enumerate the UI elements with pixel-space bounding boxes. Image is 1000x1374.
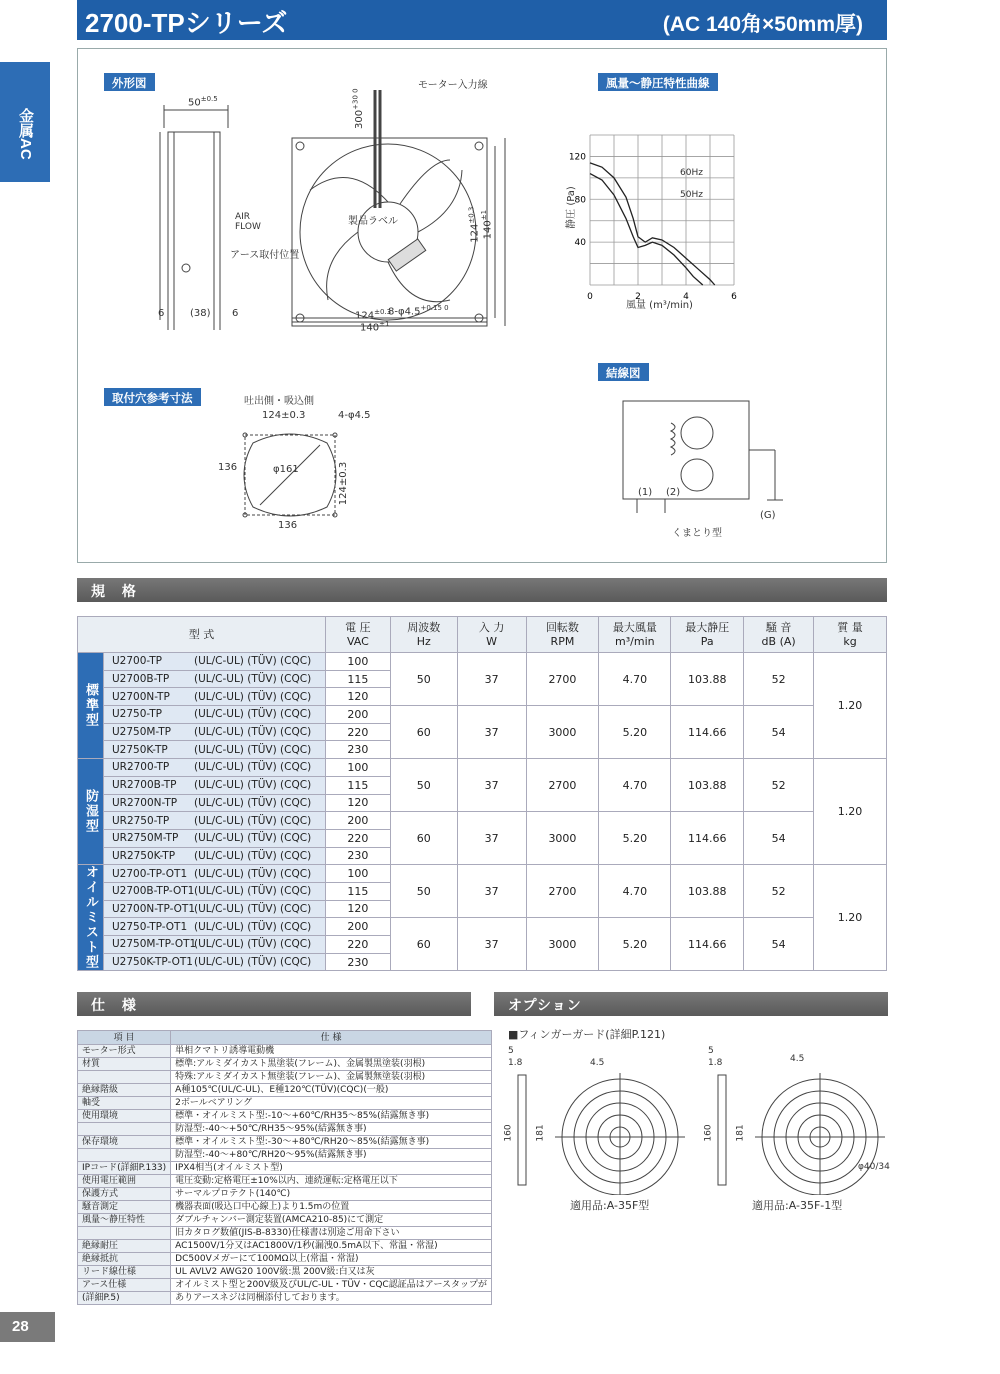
option-header: オプション <box>494 992 888 1016</box>
voltage-cell: 120 <box>325 900 390 918</box>
voltage-cell: 230 <box>325 847 390 865</box>
cert-label: (UL/C-UL) (TÜV) (CQC) <box>193 902 312 915</box>
x-tick-label: 6 <box>731 292 737 302</box>
guard-l-d18: 1.8 <box>508 1058 523 1068</box>
shiyo-item: 使用環境 <box>78 1110 171 1123</box>
guard-l-d45: 4.5 <box>590 1058 605 1068</box>
model-name: U2700N-TP-OT1 <box>111 902 196 915</box>
dim-124h: $124^{\pm 0.3}$ <box>355 308 392 322</box>
voltage-cell: 220 <box>325 723 390 741</box>
rpm-cell: 2700 <box>526 865 599 918</box>
model-cell <box>103 918 325 936</box>
wire-2: (2) <box>666 487 681 498</box>
shiyo-value: 防湿型:-40～+50℃/RH35～95%(結露無き事) <box>171 1123 492 1136</box>
voltage-cell: 115 <box>325 670 390 688</box>
dim-6-left: 6 <box>158 308 165 319</box>
shiyo-value: 電圧変動:定格電圧±10%以内、連続運転:定格電圧以下 <box>171 1175 492 1188</box>
dim-300: $300^{+30 0}$ <box>351 88 365 129</box>
dim-140h: $140^{\pm 1}$ <box>360 320 390 334</box>
hole-dim: $8-\varphi 4.5^{+0.15 0}$ <box>388 304 449 318</box>
shiyo-value: 標準・オイルミスト型:-30～+80℃/RH20～85%(結露無き事) <box>171 1136 492 1149</box>
group-label: 防湿型 <box>78 759 104 865</box>
flow-cell: 5.20 <box>599 918 671 971</box>
cert-label: (UL/C-UL) (TÜV) (CQC) <box>193 814 312 827</box>
shiyo-item <box>78 1123 171 1136</box>
model-name: U2700B-TP <box>111 673 170 686</box>
mass-cell: 1.20 <box>814 653 887 759</box>
input-cell: 37 <box>457 918 526 971</box>
shiyo-item: アース仕様 <box>78 1279 171 1292</box>
airflow-label: AIR FLOW <box>235 212 261 232</box>
cert-label: (UL/C-UL) (TÜV) (CQC) <box>193 761 312 774</box>
table-row <box>78 759 887 777</box>
press-cell: 114.66 <box>671 918 744 971</box>
shiyo-value: ダブルチャンバー測定装置(AMCA210-85)にて測定 <box>171 1214 492 1227</box>
freq-cell: 50 <box>390 759 457 812</box>
shiyo-item: 保護方式 <box>78 1188 171 1201</box>
model-name: UR2750K-TP <box>111 849 176 862</box>
cert-label: (UL/C-UL) (TÜV) (CQC) <box>193 920 312 933</box>
model-cell <box>103 723 325 741</box>
shiyo-value: 機器表面(吸込口中心線上)より1.5mの位置 <box>171 1201 492 1214</box>
voltage-cell: 100 <box>325 759 390 777</box>
voltage-cell: 200 <box>325 706 390 724</box>
dim-124v: $124^{\pm 0.3}$ <box>467 206 481 243</box>
shiyo-row <box>78 1188 492 1201</box>
guard-r-d181: 181 <box>735 1124 746 1142</box>
voltage-cell: 120 <box>325 688 390 706</box>
rpm-cell: 2700 <box>526 759 599 812</box>
wiring-label: 結線図 <box>598 363 649 381</box>
shiyo-item <box>78 1227 171 1240</box>
mount-label: 取付穴参考寸法 <box>104 388 201 406</box>
mount-dim-136h: 136 <box>278 520 298 531</box>
outline-drawing <box>150 90 510 330</box>
flow-chart <box>560 110 790 310</box>
y-tick-label: 40 <box>574 238 586 249</box>
shiyo-row <box>78 1084 492 1097</box>
cert-label: (UL/C-UL) (TÜV) (CQC) <box>193 885 312 898</box>
th-rpm: 回転数 RPM <box>526 617 599 653</box>
guard-r-d45: 4.5 <box>790 1054 805 1064</box>
shiyo-item: 材質 <box>78 1058 171 1071</box>
noise-cell: 54 <box>744 706 814 759</box>
shiyo-item: 風量～静圧特性 <box>78 1214 171 1227</box>
input-cell: 37 <box>457 706 526 759</box>
shiyo-item: リード線仕様 <box>78 1266 171 1279</box>
shiyo-value: 防湿型:-40～+80℃/RH20～95%(結露無き事) <box>171 1149 492 1162</box>
shiyo-row <box>78 1149 492 1162</box>
voltage-cell: 115 <box>325 882 390 900</box>
shiyo-value: DC500Vメガーにて100MΩ以上(常温・常湿) <box>171 1253 492 1266</box>
press-cell: 103.88 <box>671 653 744 706</box>
dim-50: $50^{\pm 0.5}$ <box>188 95 218 109</box>
th-noise: 騒 音 dB (A) <box>744 617 814 653</box>
voltage-cell: 120 <box>325 794 390 812</box>
input-cell: 37 <box>457 759 526 812</box>
input-cell: 37 <box>457 865 526 918</box>
shiyo-item <box>78 1071 171 1084</box>
th-model: 型 式 <box>78 617 326 653</box>
shiyo-row <box>78 1162 492 1175</box>
model-cell <box>103 759 325 777</box>
model-name: UR2700N-TP <box>111 796 178 809</box>
shiyo-item: 絶縁抵抗 <box>78 1253 171 1266</box>
shiyo-value: A種105℃(UL/C-UL)、E種120℃(TÜV)(CQC)(一般) <box>171 1084 492 1097</box>
model-name: U2750K-TP-OT1 <box>111 956 193 969</box>
shiyo-value: 2ボールベアリング <box>171 1097 492 1110</box>
rpm-cell: 3000 <box>526 706 599 759</box>
press-cell: 103.88 <box>671 865 744 918</box>
shiyo-row <box>78 1110 492 1123</box>
model-name: U2700B-TP-OT1 <box>111 885 195 898</box>
guard-r-d160: 160 <box>703 1124 714 1142</box>
page-title: 2700-TPシリーズ <box>85 8 288 38</box>
guard-l-d160: 160 <box>503 1124 514 1142</box>
shiyo-table <box>77 1030 492 1305</box>
table-row <box>78 706 887 724</box>
shiyo-value: 標準・オイルミスト型:-10～+60℃/RH35～85%(結露無き事) <box>171 1110 492 1123</box>
voltage-cell: 115 <box>325 776 390 794</box>
model-cell <box>103 706 325 724</box>
shiyo-row <box>78 1227 492 1240</box>
page-number: 28 <box>0 1312 55 1342</box>
cert-label: (UL/C-UL) (TÜV) (CQC) <box>193 779 312 792</box>
guard-r-d5: 5 <box>708 1046 714 1056</box>
shiyo-value: サーマルプロテクト(140℃) <box>171 1188 492 1201</box>
x-tick-label: 2 <box>635 292 641 302</box>
guard-left-caption: 適用品:A-35F型 <box>570 1199 650 1212</box>
guard-right-caption: 適用品:A-35F-1型 <box>752 1199 843 1212</box>
cert-label: (UL/C-UL) (TÜV) (CQC) <box>193 743 312 756</box>
side-tab: 金属AC <box>0 62 50 182</box>
shiyo-row <box>78 1292 492 1305</box>
series-label-60: 60Hz <box>680 168 703 178</box>
voltage-cell: 100 <box>325 653 390 671</box>
shiyo-row <box>78 1136 492 1149</box>
side-view <box>168 132 220 330</box>
shiyo-item: 騒音測定 <box>78 1201 171 1214</box>
model-cell <box>103 936 325 954</box>
shiyo-row <box>78 1071 492 1084</box>
noise-cell: 54 <box>744 812 814 865</box>
shiyo-head-item: 項 目 <box>78 1031 171 1045</box>
voltage-cell: 100 <box>325 865 390 883</box>
mount-dim-124v: 124±0.3 <box>338 461 350 506</box>
noise-cell: 52 <box>744 653 814 706</box>
shiyo-item: IPコード(詳細P.133) <box>78 1162 171 1175</box>
shiyo-row <box>78 1279 492 1292</box>
guard-l-d181: 181 <box>535 1124 546 1142</box>
press-cell: 114.66 <box>671 706 744 759</box>
mount-side-label: 吐出側・吸込側 <box>244 396 314 407</box>
shiyo-header: 仕 様 <box>77 992 471 1016</box>
chart-xlabel: 風量 (m³/min) <box>626 300 693 311</box>
flow-cell: 5.20 <box>599 706 671 759</box>
model-cell <box>103 882 325 900</box>
mount-dim-136v: 136 <box>218 462 238 473</box>
freq-cell: 50 <box>390 865 457 918</box>
shiyo-value: 旧カタログ数値(JIS-B-8330)仕様書は別途ご用命下さい <box>171 1227 492 1240</box>
model-cell <box>103 776 325 794</box>
voltage-cell: 220 <box>325 936 390 954</box>
cert-label: (UL/C-UL) (TÜV) (CQC) <box>193 673 312 686</box>
page-header <box>77 0 887 40</box>
voltage-cell: 230 <box>325 953 390 971</box>
dim-38: (38) <box>190 308 211 319</box>
th-voltage: 電 圧 VAC <box>325 617 390 653</box>
cert-label: (UL/C-UL) (TÜV) (CQC) <box>193 690 312 703</box>
cert-label: (UL/C-UL) (TÜV) (CQC) <box>193 708 312 721</box>
shiyo-row <box>78 1240 492 1253</box>
mount-phi: φ161 <box>273 464 299 475</box>
cert-label: (UL/C-UL) (TÜV) (CQC) <box>193 832 312 845</box>
series-label-50: 50Hz <box>680 190 703 200</box>
th-mass: 質 量 kg <box>814 617 887 653</box>
x-tick-label: 4 <box>683 292 689 302</box>
cert-label: (UL/C-UL) (TÜV) (CQC) <box>193 655 312 668</box>
dim-6-right: 6 <box>232 308 239 319</box>
mount-dim-124: 124±0.3 <box>262 410 306 421</box>
shiyo-row <box>78 1058 492 1071</box>
press-cell: 114.66 <box>671 812 744 865</box>
group-label: オイルミスト型 <box>78 865 104 971</box>
specs-section-header: 規 格 <box>77 578 887 602</box>
dim-140v: $140^{\pm 1}$ <box>480 209 494 240</box>
model-cell <box>103 794 325 812</box>
shiyo-item: (詳細P.5) <box>78 1292 171 1305</box>
cert-label: (UL/C-UL) (TÜV) (CQC) <box>193 938 312 951</box>
shiyo-value: UL AVLV2 AWG20 100V級:黒 200V級:白又は灰 <box>171 1266 492 1279</box>
rpm-cell: 3000 <box>526 918 599 971</box>
model-name: UR2750-TP <box>111 814 170 827</box>
voltage-cell: 220 <box>325 829 390 847</box>
mass-cell: 1.20 <box>814 865 887 971</box>
cert-label: (UL/C-UL) (TÜV) (CQC) <box>193 849 312 862</box>
earth-label: アース取付位置 <box>230 250 300 261</box>
cert-label: (UL/C-UL) (TÜV) (CQC) <box>193 796 312 809</box>
wire-1: (1) <box>638 487 653 498</box>
th-input: 入 力 W <box>457 617 526 653</box>
shiyo-item: モーター形式 <box>78 1045 171 1058</box>
model-cell <box>103 900 325 918</box>
y-tick-label: 120 <box>568 152 586 163</box>
wiring-type: くまとり型 <box>672 528 722 539</box>
rpm-cell: 2700 <box>526 653 599 706</box>
freq-cell: 60 <box>390 918 457 971</box>
model-name: UR2700B-TP <box>111 779 177 792</box>
page-subtitle: (AC 140角×50mm厚) <box>662 13 863 36</box>
mount-hole: 4-φ4.5 <box>338 410 371 421</box>
front-view <box>292 138 487 326</box>
model-cell <box>103 653 325 671</box>
model-cell <box>103 812 325 830</box>
model-name: U2750K-TP <box>111 743 168 756</box>
shiyo-item: 保存環境 <box>78 1136 171 1149</box>
wiring-diagram <box>615 395 795 525</box>
model-cell <box>103 688 325 706</box>
shiyo-item: 絶縁耐圧 <box>78 1240 171 1253</box>
model-name: UR2750M-TP <box>111 832 179 845</box>
cert-label: (UL/C-UL) (TÜV) (CQC) <box>193 956 312 969</box>
voltage-cell: 200 <box>325 918 390 936</box>
shiyo-item <box>78 1149 171 1162</box>
guard-r-d18: 1.8 <box>708 1058 723 1068</box>
flow-cell: 4.70 <box>599 759 671 812</box>
shiyo-value: AC1500V/1分又はAC1800V/1秒(漏洩0.5mA以下、常温・常湿) <box>171 1240 492 1253</box>
rpm-cell: 3000 <box>526 812 599 865</box>
model-name: U2700-TP <box>111 655 162 668</box>
motor-lead-label: モーター入力線 <box>418 80 488 91</box>
model-cell <box>103 847 325 865</box>
table-row <box>78 918 887 936</box>
model-cell <box>103 741 325 759</box>
flow-chart-label: 風量～静圧特性曲線 <box>598 73 718 91</box>
guard-right-drawing <box>700 1045 890 1195</box>
model-name: U2700N-TP <box>111 690 170 703</box>
shiyo-row <box>78 1045 492 1058</box>
guard-r-phi: φ40/34 <box>858 1162 890 1172</box>
voltage-cell: 230 <box>325 741 390 759</box>
shiyo-value: オイルミスト型と200V級及びUL/C-UL・TÜV・CQC認証品はアースタップが <box>171 1279 492 1292</box>
flow-cell: 4.70 <box>599 865 671 918</box>
shiyo-value: 単相クマトリ誘導電動機 <box>171 1045 492 1058</box>
shiyo-row <box>78 1175 492 1188</box>
table-row <box>78 865 887 883</box>
shiyo-row <box>78 1266 492 1279</box>
noise-cell: 52 <box>744 759 814 812</box>
shiyo-item: 絶縁階級 <box>78 1084 171 1097</box>
press-cell: 103.88 <box>671 759 744 812</box>
model-name: U2750M-TP-OT1 <box>111 938 197 951</box>
th-press: 最大静圧 Pa <box>671 617 744 653</box>
th-flow: 最大風量 m³/min <box>599 617 671 653</box>
model-name: UR2700-TP <box>111 761 170 774</box>
flow-cell: 5.20 <box>599 812 671 865</box>
table-row <box>78 812 887 830</box>
shiyo-row <box>78 1253 492 1266</box>
product-label-text: 製品ラベル <box>348 216 398 227</box>
shiyo-value: ありアースネジは同梱添付しております。 <box>171 1292 492 1305</box>
voltage-cell: 200 <box>325 812 390 830</box>
th-freq: 周波数 Hz <box>390 617 457 653</box>
model-name: U2750-TP <box>111 708 162 721</box>
mass-cell: 1.20 <box>814 759 887 865</box>
outline-label: 外形図 <box>104 73 155 91</box>
shiyo-row <box>78 1201 492 1214</box>
guard-title: ■フィンガーガード(詳細P.121) <box>508 1028 666 1041</box>
cert-label: (UL/C-UL) (TÜV) (CQC) <box>193 726 312 739</box>
freq-cell: 50 <box>390 653 457 706</box>
model-cell <box>103 865 325 883</box>
model-cell <box>103 670 325 688</box>
flow-cell: 4.70 <box>599 653 671 706</box>
input-cell: 37 <box>457 812 526 865</box>
shiyo-row <box>78 1123 492 1136</box>
input-cell: 37 <box>457 653 526 706</box>
table-row <box>78 653 887 671</box>
chart-ylabel: 静圧 (Pa) <box>565 186 577 229</box>
model-cell <box>103 953 325 971</box>
spec-table <box>77 616 887 971</box>
noise-cell: 52 <box>744 865 814 918</box>
shiyo-item: 使用電圧範囲 <box>78 1175 171 1188</box>
shiyo-value: IPX4相当(オイルミスト型) <box>171 1162 492 1175</box>
noise-cell: 54 <box>744 918 814 971</box>
shiyo-head-spec: 仕 様 <box>171 1031 492 1045</box>
group-label: 標準型 <box>78 653 104 759</box>
shiyo-value: 特殊:アルミダイカスト無塗装(フレーム)、金属製無塗装(羽根) <box>171 1071 492 1084</box>
model-name: U2750M-TP <box>111 726 172 739</box>
chart-grid <box>590 135 734 285</box>
shiyo-value: 標準:アルミダイカスト黒塗装(フレーム)、金属製黒塗装(羽根) <box>171 1058 492 1071</box>
shiyo-row <box>78 1214 492 1227</box>
cert-label: (UL/C-UL) (TÜV) (CQC) <box>193 867 312 880</box>
freq-cell: 60 <box>390 812 457 865</box>
model-cell <box>103 829 325 847</box>
shiyo-row <box>78 1097 492 1110</box>
shiyo-item: 軸受 <box>78 1097 171 1110</box>
guard-l-d5: 5 <box>508 1046 514 1056</box>
wire-g: (G) <box>760 510 776 521</box>
freq-cell: 60 <box>390 706 457 759</box>
y-tick-label: 80 <box>574 195 586 206</box>
model-name: U2700-TP-OT1 <box>111 867 188 880</box>
series-line-60Hz <box>590 163 715 285</box>
model-name: U2750-TP-OT1 <box>111 920 188 933</box>
x-tick-label: 0 <box>587 292 593 302</box>
